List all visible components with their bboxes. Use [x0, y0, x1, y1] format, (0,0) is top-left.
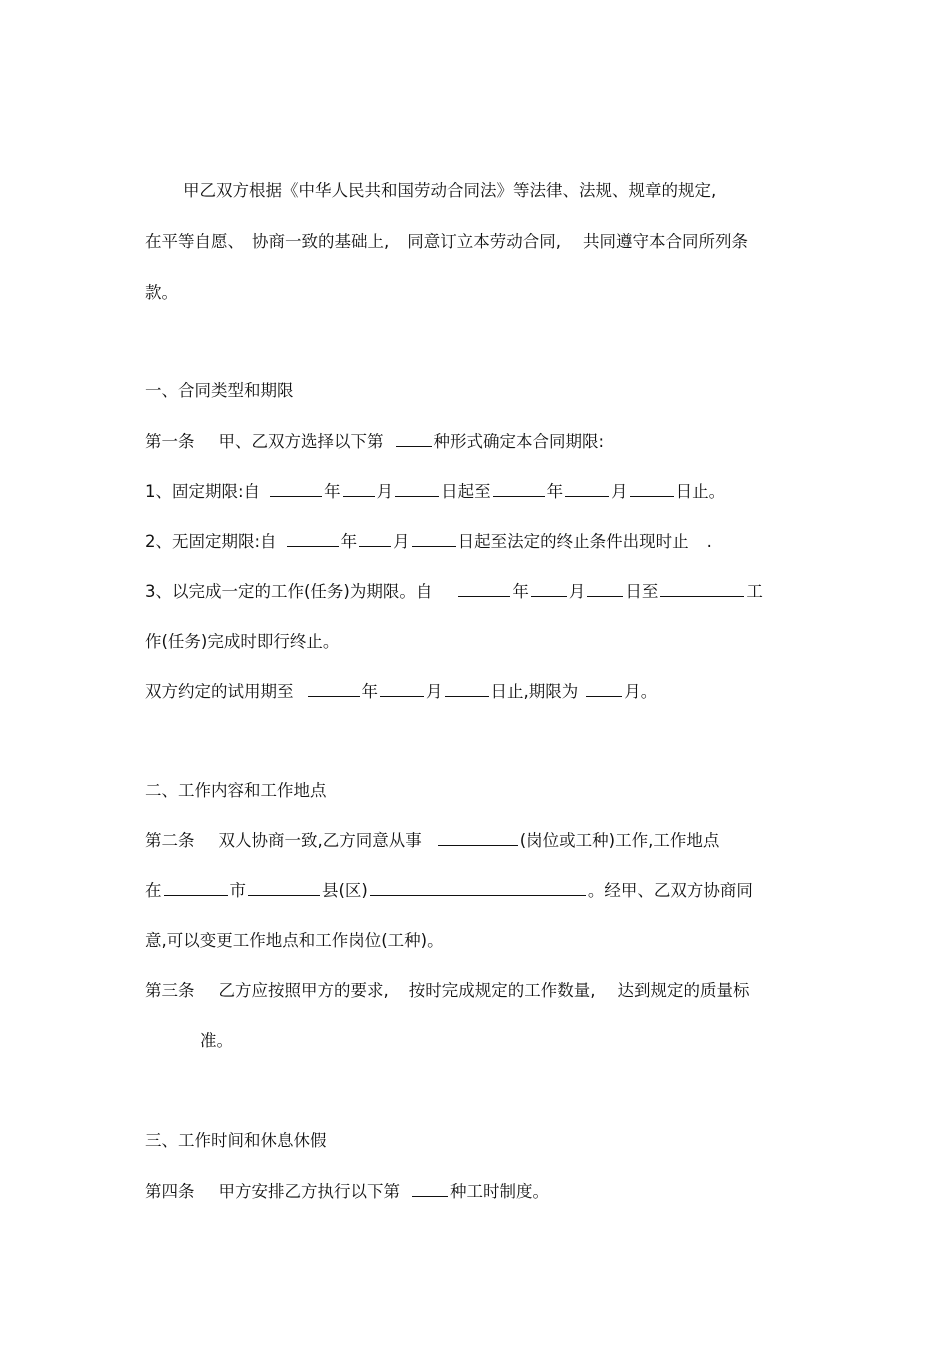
article-2-text-a: 双人协商一致,乙方同意从事 — [218, 831, 422, 850]
fixed-end-month-blank[interactable] — [565, 481, 609, 497]
position-blank[interactable] — [438, 830, 518, 846]
probation — [145, 681, 657, 703]
year-label: 年 — [324, 482, 341, 501]
option-1 — [145, 481, 725, 503]
open-start-day-blank[interactable] — [412, 531, 456, 547]
article-1-text-a: 甲、乙双方选择以下第 — [218, 432, 384, 451]
article-3-text-c: 达到规定的质量标 — [617, 981, 750, 1000]
location-prefix: 在 — [145, 881, 162, 900]
county-label: 县(区) — [322, 881, 368, 900]
option-3-end: 工 — [746, 582, 763, 601]
article-3-text-a: 乙方应按照甲方的要求, — [218, 981, 389, 1000]
probation-year-blank[interactable] — [308, 681, 360, 697]
intro-text-2b: 协商一致的基础上, — [252, 232, 390, 251]
article-4-text-b: 种工时制度。 — [450, 1182, 549, 1201]
address-blank[interactable] — [370, 880, 586, 896]
intro-text-1: 甲乙双方根据《中华人民共和国劳动合同法》等法律、法规、规章的规定, — [183, 181, 717, 200]
work-hours-type-blank[interactable] — [412, 1181, 448, 1197]
article-3-text-b: 按时完成规定的工作数量, — [408, 981, 596, 1000]
open-start-month-blank[interactable] — [359, 531, 391, 547]
option-3-label: 3、以完成一定的工作(任务)为期限。自 — [145, 582, 433, 601]
city-label: 市 — [229, 881, 246, 900]
county-blank[interactable] — [248, 880, 320, 896]
article-3-cont — [200, 1030, 233, 1052]
article-1-text-b: 种形式确定本合同期限: — [433, 432, 605, 451]
open-term-text: 日起至法定的终止条件出现时止 — [457, 532, 689, 551]
task-start-day-blank[interactable] — [587, 581, 623, 597]
article-2-text-c: 。经甲、乙双方协商同 — [587, 881, 753, 900]
fixed-start-day-blank[interactable] — [395, 481, 439, 497]
year-label: 年 — [361, 682, 378, 701]
option-3-cont — [145, 631, 339, 653]
month-label: 月 — [393, 532, 410, 551]
day-start-label: 日起至 — [441, 482, 491, 501]
open-start-year-blank[interactable] — [287, 531, 339, 547]
probation-label: 双方约定的试用期至 — [145, 682, 294, 701]
fixed-end-day-blank[interactable] — [630, 481, 674, 497]
intro-text-2c: 同意订立本劳动合同, — [407, 232, 561, 251]
intro-text-3: 款。 — [145, 283, 178, 302]
probation-day-blank[interactable] — [445, 681, 489, 697]
article-3-text-d: 准。 — [200, 1031, 233, 1050]
section-1-title: 一、合同类型和期限 — [145, 381, 294, 400]
year-label: 年 — [546, 482, 564, 501]
option-1-label: 1、固定期限:自 — [145, 482, 261, 501]
option-2-period: . — [706, 532, 712, 551]
section-3-title: 三、工作时间和休息休假 — [145, 1131, 327, 1150]
option-2-label: 2、无固定期限:自 — [145, 532, 277, 551]
task-start-month-blank[interactable] — [531, 581, 567, 597]
month-label: 月 — [426, 682, 443, 701]
option-3-text-2: 作(任务)完成时即行终止。 — [145, 632, 340, 651]
option-2 — [145, 531, 712, 553]
fixed-end-year-blank[interactable] — [493, 481, 545, 497]
probation-end: 月。 — [624, 682, 658, 701]
article-4-label: 第四条 — [145, 1182, 195, 1201]
article-2-text-b: (岗位或工种)工作,工作地点 — [519, 831, 720, 850]
article-2-cont — [145, 880, 753, 902]
article-1 — [145, 431, 604, 453]
probation-months-blank[interactable] — [586, 681, 622, 697]
section-2-title: 二、工作内容和工作地点 — [145, 781, 327, 800]
day-to-label: 日至 — [625, 582, 659, 601]
city-blank[interactable] — [164, 880, 228, 896]
task-start-year-blank[interactable] — [458, 581, 510, 597]
fixed-start-year-blank[interactable] — [270, 481, 322, 497]
article-3 — [145, 980, 750, 1002]
section-2-heading — [145, 780, 327, 802]
task-name-blank[interactable] — [660, 581, 744, 597]
article-4 — [145, 1181, 549, 1203]
month-label: 月 — [376, 482, 394, 501]
probation-period-text: 日止,期限为 — [490, 682, 579, 701]
section-3-heading — [145, 1130, 327, 1152]
option-3 — [145, 581, 763, 603]
year-label: 年 — [340, 532, 358, 551]
form-type-blank[interactable] — [396, 431, 432, 447]
intro-line-2 — [145, 231, 748, 253]
intro-text-2a: 在平等自愿、 — [145, 232, 244, 251]
intro-line-1 — [183, 180, 716, 202]
fixed-start-month-blank[interactable] — [343, 481, 375, 497]
day-end-label: 日止。 — [675, 482, 726, 501]
article-3-label: 第三条 — [145, 981, 195, 1000]
article-2-text-d: 意,可以变更工作地点和工作岗位(工种)。 — [145, 931, 444, 950]
article-4-text-a: 甲方安排乙方执行以下第 — [218, 1182, 400, 1201]
article-1-label: 第一条 — [145, 432, 195, 451]
intro-line-3 — [145, 282, 178, 304]
probation-month-blank[interactable] — [380, 681, 424, 697]
month-label: 月 — [568, 582, 586, 601]
year-label: 年 — [512, 582, 529, 601]
article-2-cont-2 — [145, 930, 444, 952]
intro-text-2d: 共同遵守本合同所列条 — [583, 232, 748, 251]
month-label: 月 — [611, 482, 628, 501]
section-1-heading — [145, 380, 294, 402]
article-2-label: 第二条 — [145, 831, 195, 850]
article-2 — [145, 830, 719, 852]
